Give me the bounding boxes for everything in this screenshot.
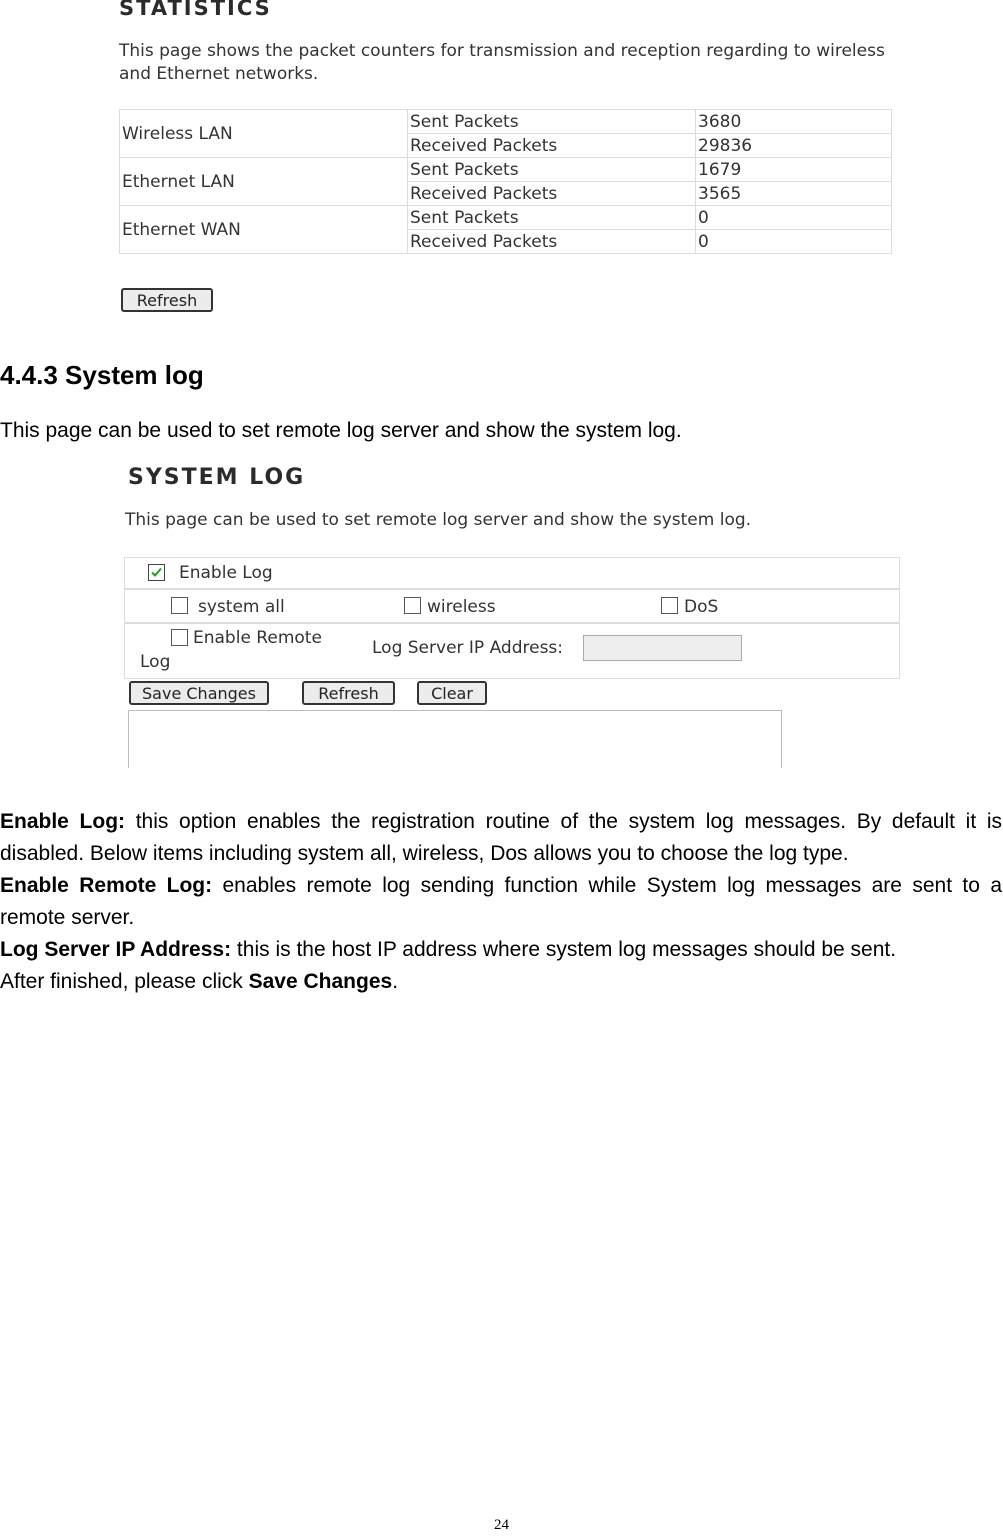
enable-remote-label-log: Log xyxy=(140,652,171,672)
enable-log-desc: this option enables the registration routine of the system log messages. By default it is disabled. Below items including system all, wireless, Dos allows you to choose the log type. xyxy=(0,810,1002,865)
statistics-screenshot xyxy=(113,0,898,320)
system-log-description: This page can be used to set remote log server and show the system log. xyxy=(125,510,752,530)
after-prefix: After finished, please click xyxy=(0,970,249,993)
metric-value: 0 xyxy=(696,206,892,230)
table-row xyxy=(120,206,892,230)
metric-label: Sent Packets xyxy=(408,110,696,134)
metric-value: 3680 xyxy=(696,110,892,134)
system-all-checkbox[interactable] xyxy=(171,597,188,614)
interface-cell: Ethernet WAN xyxy=(120,206,408,254)
table-row xyxy=(120,110,892,134)
remote-log-row xyxy=(124,623,900,679)
enable-log-checkbox[interactable] xyxy=(148,564,165,581)
page-number: 24 xyxy=(494,1517,509,1533)
enable-remote-desc: enables remote log sending function while System log messages are sent to a remote server. xyxy=(0,874,1002,929)
system-log-title: SYSTEM LOG xyxy=(128,465,306,490)
enable-remote-paragraph xyxy=(0,870,1002,934)
dos-checkbox[interactable] xyxy=(661,597,678,614)
metric-label: Received Packets xyxy=(408,182,696,206)
section-intro: This page can be used to set remote log server and show the system log. xyxy=(0,419,682,442)
log-server-paragraph xyxy=(0,934,1002,966)
statistics-description: This page shows the packet counters for transmission and reception regarding to wireless and Ethernet networks. xyxy=(119,41,885,84)
wireless-checkbox[interactable] xyxy=(404,597,421,614)
after-suffix: . xyxy=(392,970,399,993)
metric-value: 29836 xyxy=(696,134,892,158)
save-changes-button[interactable]: Save Changes xyxy=(129,681,269,705)
metric-label: Sent Packets xyxy=(408,206,696,230)
log-type-row xyxy=(124,589,900,623)
interface-cell: Wireless LAN xyxy=(120,110,408,158)
system-log-textarea[interactable] xyxy=(128,710,782,768)
system-log-refresh-button[interactable]: Refresh xyxy=(302,681,395,705)
metric-label: Sent Packets xyxy=(408,158,696,182)
metric-label: Received Packets xyxy=(408,230,696,254)
enable-log-row xyxy=(124,557,900,589)
statistics-table xyxy=(119,109,892,254)
log-server-term: Log Server IP Address: xyxy=(0,938,232,961)
dos-label: DoS xyxy=(684,597,719,617)
enable-remote-log-checkbox[interactable] xyxy=(171,629,188,646)
after-finished-paragraph xyxy=(0,966,1002,998)
enable-log-label: Enable Log xyxy=(179,563,273,583)
enable-log-term: Enable Log: xyxy=(0,810,126,833)
table-row xyxy=(120,158,892,182)
clear-button[interactable]: Clear xyxy=(417,681,487,705)
enable-log-paragraph xyxy=(0,806,1002,870)
explanations xyxy=(0,806,1002,998)
enable-remote-label: Enable Remote xyxy=(193,628,322,648)
statistics-title: STATISTICS xyxy=(119,0,272,20)
metric-value: 3565 xyxy=(696,182,892,206)
enable-remote-term: Enable Remote Log: xyxy=(0,874,213,897)
metric-value: 1679 xyxy=(696,158,892,182)
metric-value: 0 xyxy=(696,230,892,254)
metric-label: Received Packets xyxy=(408,134,696,158)
statistics-refresh-button[interactable]: Refresh xyxy=(121,288,213,312)
interface-cell: Ethernet LAN xyxy=(120,158,408,206)
system-log-screenshot xyxy=(124,460,900,768)
after-bold: Save Changes xyxy=(248,970,393,993)
wireless-label: wireless xyxy=(427,597,496,617)
checkmark-icon xyxy=(150,566,163,579)
log-server-ip-label: Log Server IP Address: xyxy=(372,638,564,658)
section-heading: 4.4.3 System log xyxy=(0,360,204,390)
system-all-label: system all xyxy=(198,597,285,617)
log-server-desc: this is the host IP address where system log messages should be sent. xyxy=(231,938,897,961)
log-server-ip-input[interactable] xyxy=(583,635,742,661)
